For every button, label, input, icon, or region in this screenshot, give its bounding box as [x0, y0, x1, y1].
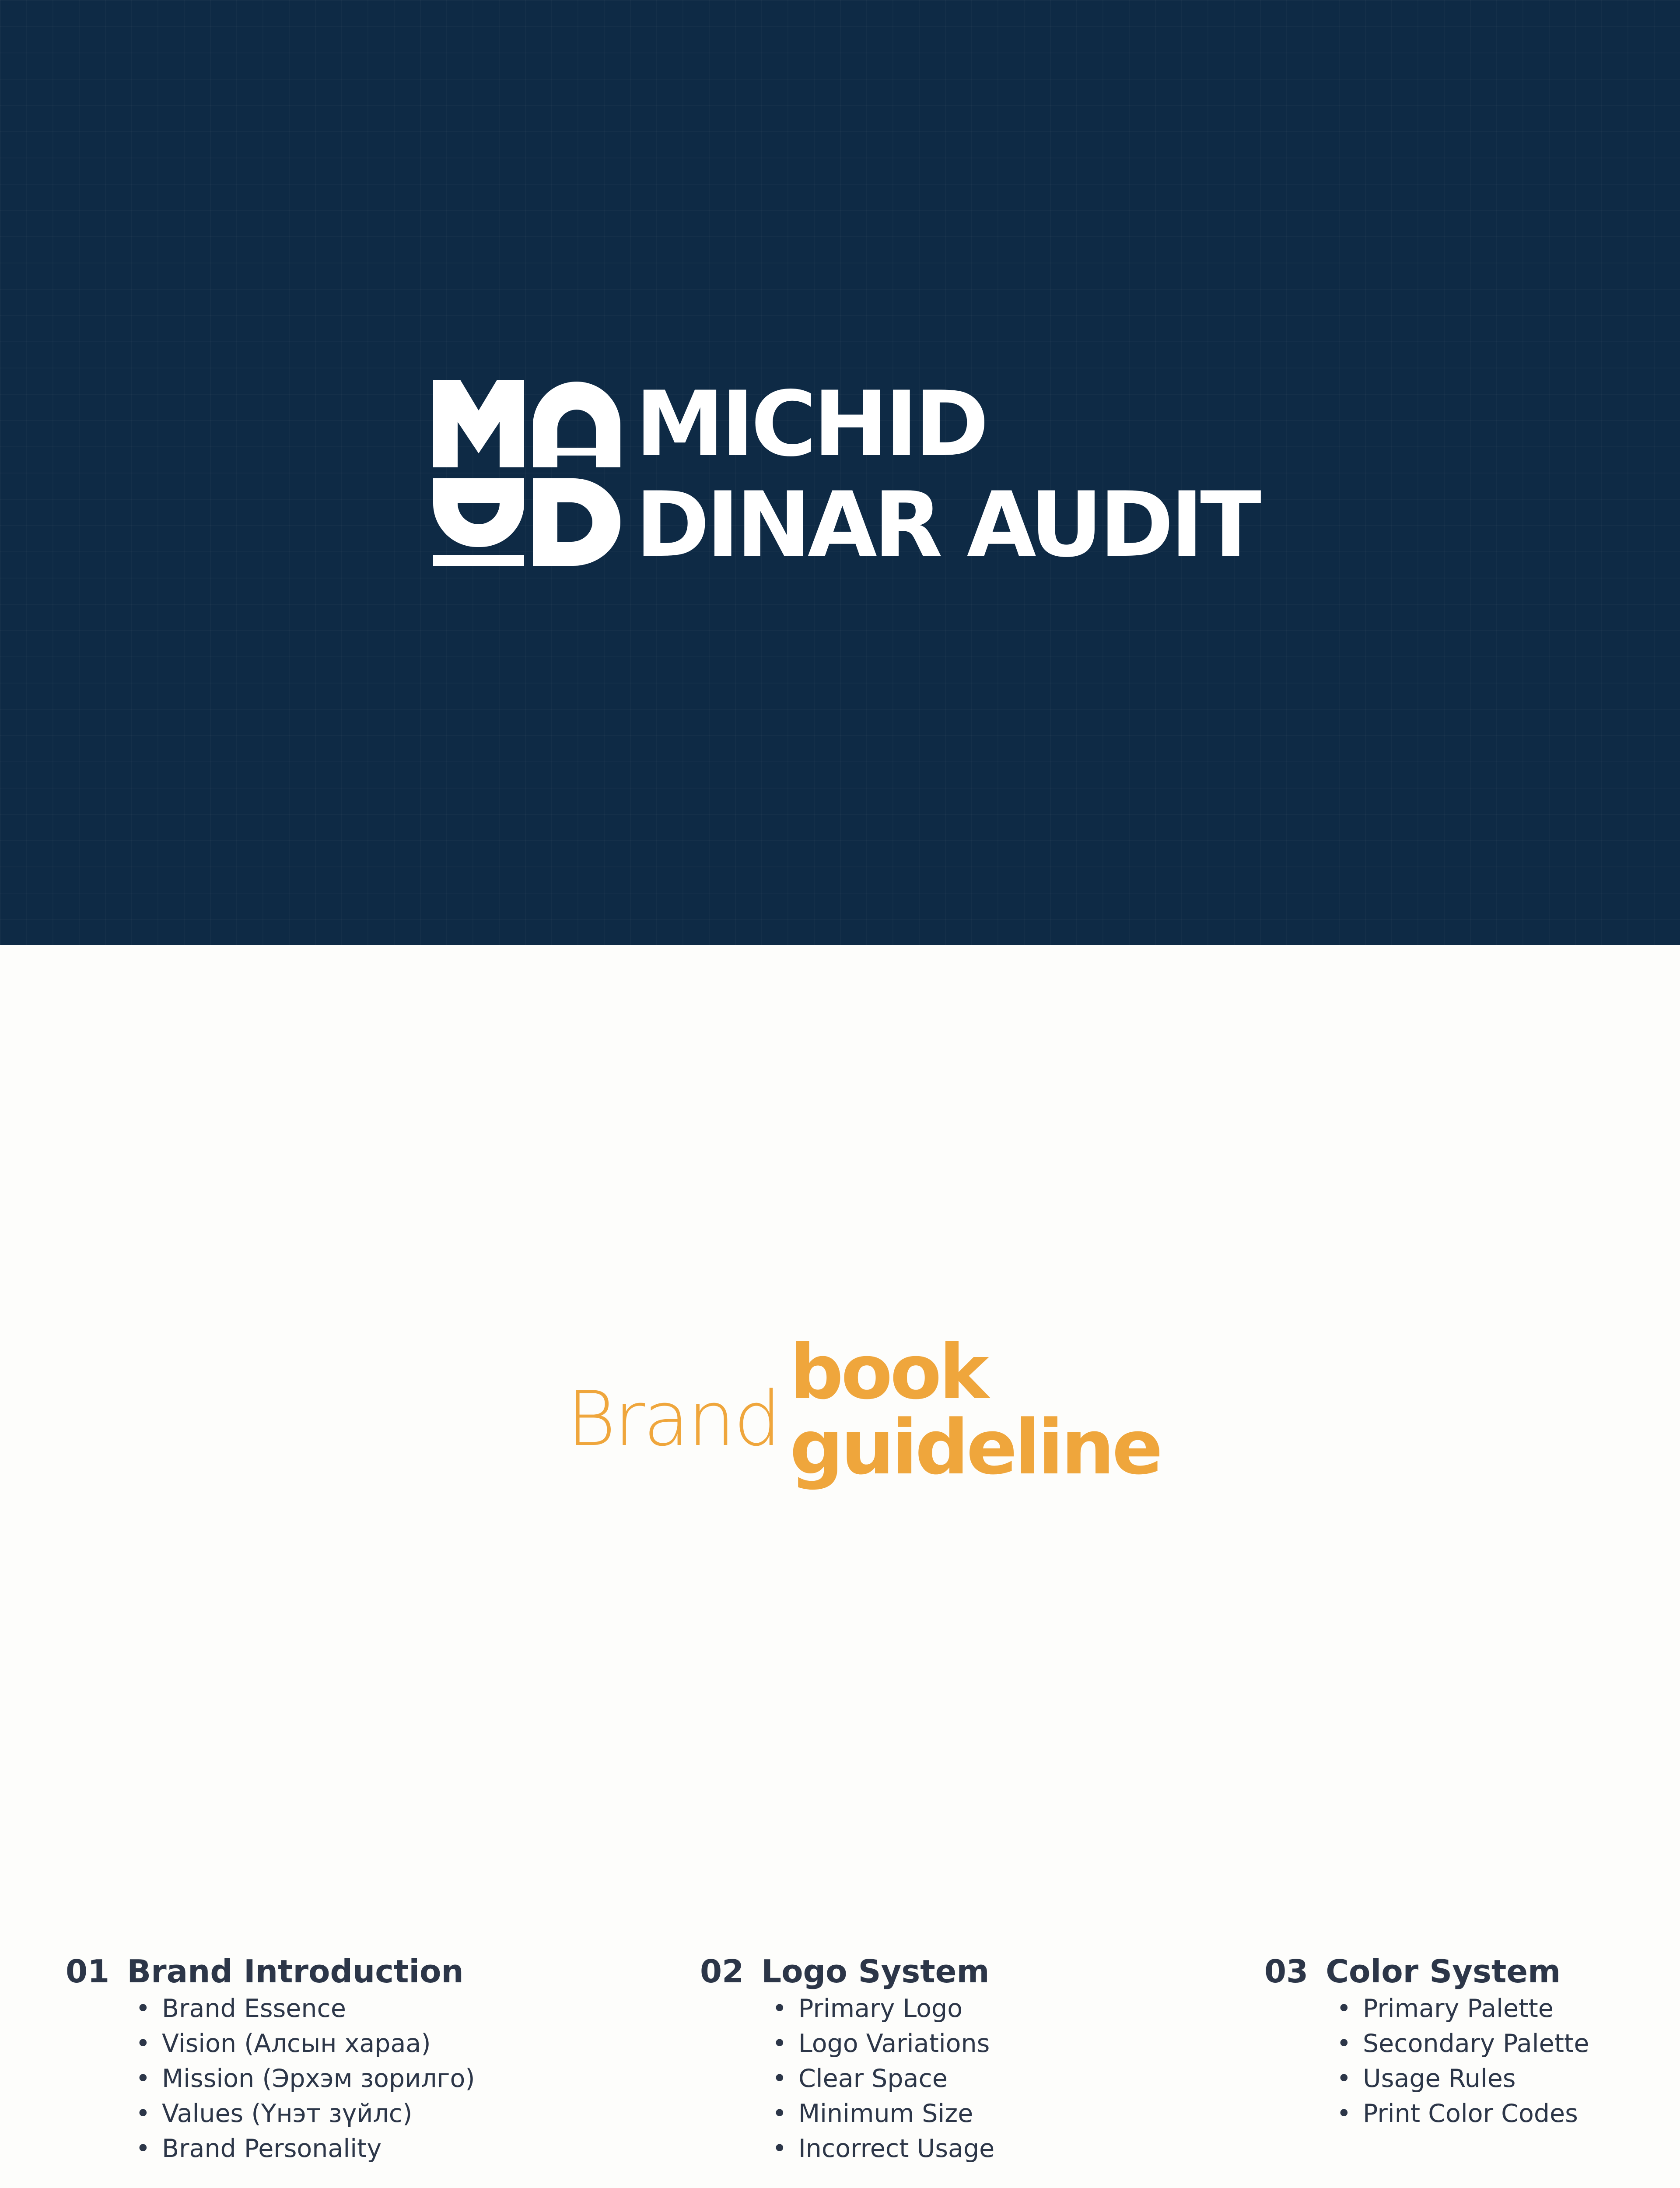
logo-wordmark — [635, 372, 1258, 577]
toc-item: • Print Color Codes — [1337, 2099, 1578, 2128]
cover-section — [0, 0, 1680, 945]
toc-item-list — [136, 1991, 475, 2166]
toc-item-list — [772, 1991, 994, 2166]
toc-heading — [700, 1952, 994, 1991]
toc-number: 03 — [1264, 1953, 1309, 1990]
toc-heading — [66, 1952, 475, 1991]
title-word-book: book — [790, 1328, 987, 1416]
toc-item: • Clear Space — [772, 2064, 948, 2093]
title-word-guideline: guideline — [790, 1403, 1161, 1491]
toc-number: 02 — [700, 1953, 744, 1990]
toc-item: • Vision (Алсын хараа) — [136, 2029, 431, 2058]
toc-item: • Brand Essence — [136, 1994, 346, 2023]
toc-title: Brand Introduction — [127, 1953, 464, 1990]
brandbook-title — [567, 1328, 1161, 1505]
logo-line-1: MICHID — [635, 372, 986, 477]
toc-item: • Mission (Эрхэм зорилго) — [136, 2064, 475, 2093]
toc-item: • Brand Personality — [136, 2134, 382, 2163]
toc-item: • Logo Variations — [772, 2029, 990, 2058]
toc-item-list — [1337, 1991, 1589, 2131]
title-book-guideline — [790, 1328, 1161, 1491]
toc-item: • Usage Rules — [1337, 2064, 1516, 2093]
toc-section-03[interactable] — [1264, 1952, 1589, 2131]
toc-title: Logo System — [761, 1953, 990, 1990]
toc-heading — [1264, 1952, 1589, 1991]
toc-section-01[interactable] — [66, 1952, 475, 2166]
toc-number: 01 — [66, 1953, 110, 1990]
logo-line-2: DINAR AUDIT — [635, 473, 1258, 577]
title-word-brand: Brand — [567, 1375, 780, 1463]
toc-item: • Minimum Size — [772, 2099, 973, 2128]
toc-title: Color System — [1326, 1953, 1561, 1990]
toc-section-02[interactable] — [700, 1952, 994, 2166]
md-monogram-icon — [433, 380, 620, 566]
toc-item: • Primary Logo — [772, 1994, 963, 2023]
toc-item: • Incorrect Usage — [772, 2134, 995, 2163]
toc-item: • Secondary Palette — [1337, 2029, 1589, 2058]
toc-item: • Values (Үнэт зүйлс) — [136, 2099, 413, 2128]
toc-item: • Primary Palette — [1337, 1994, 1554, 2023]
